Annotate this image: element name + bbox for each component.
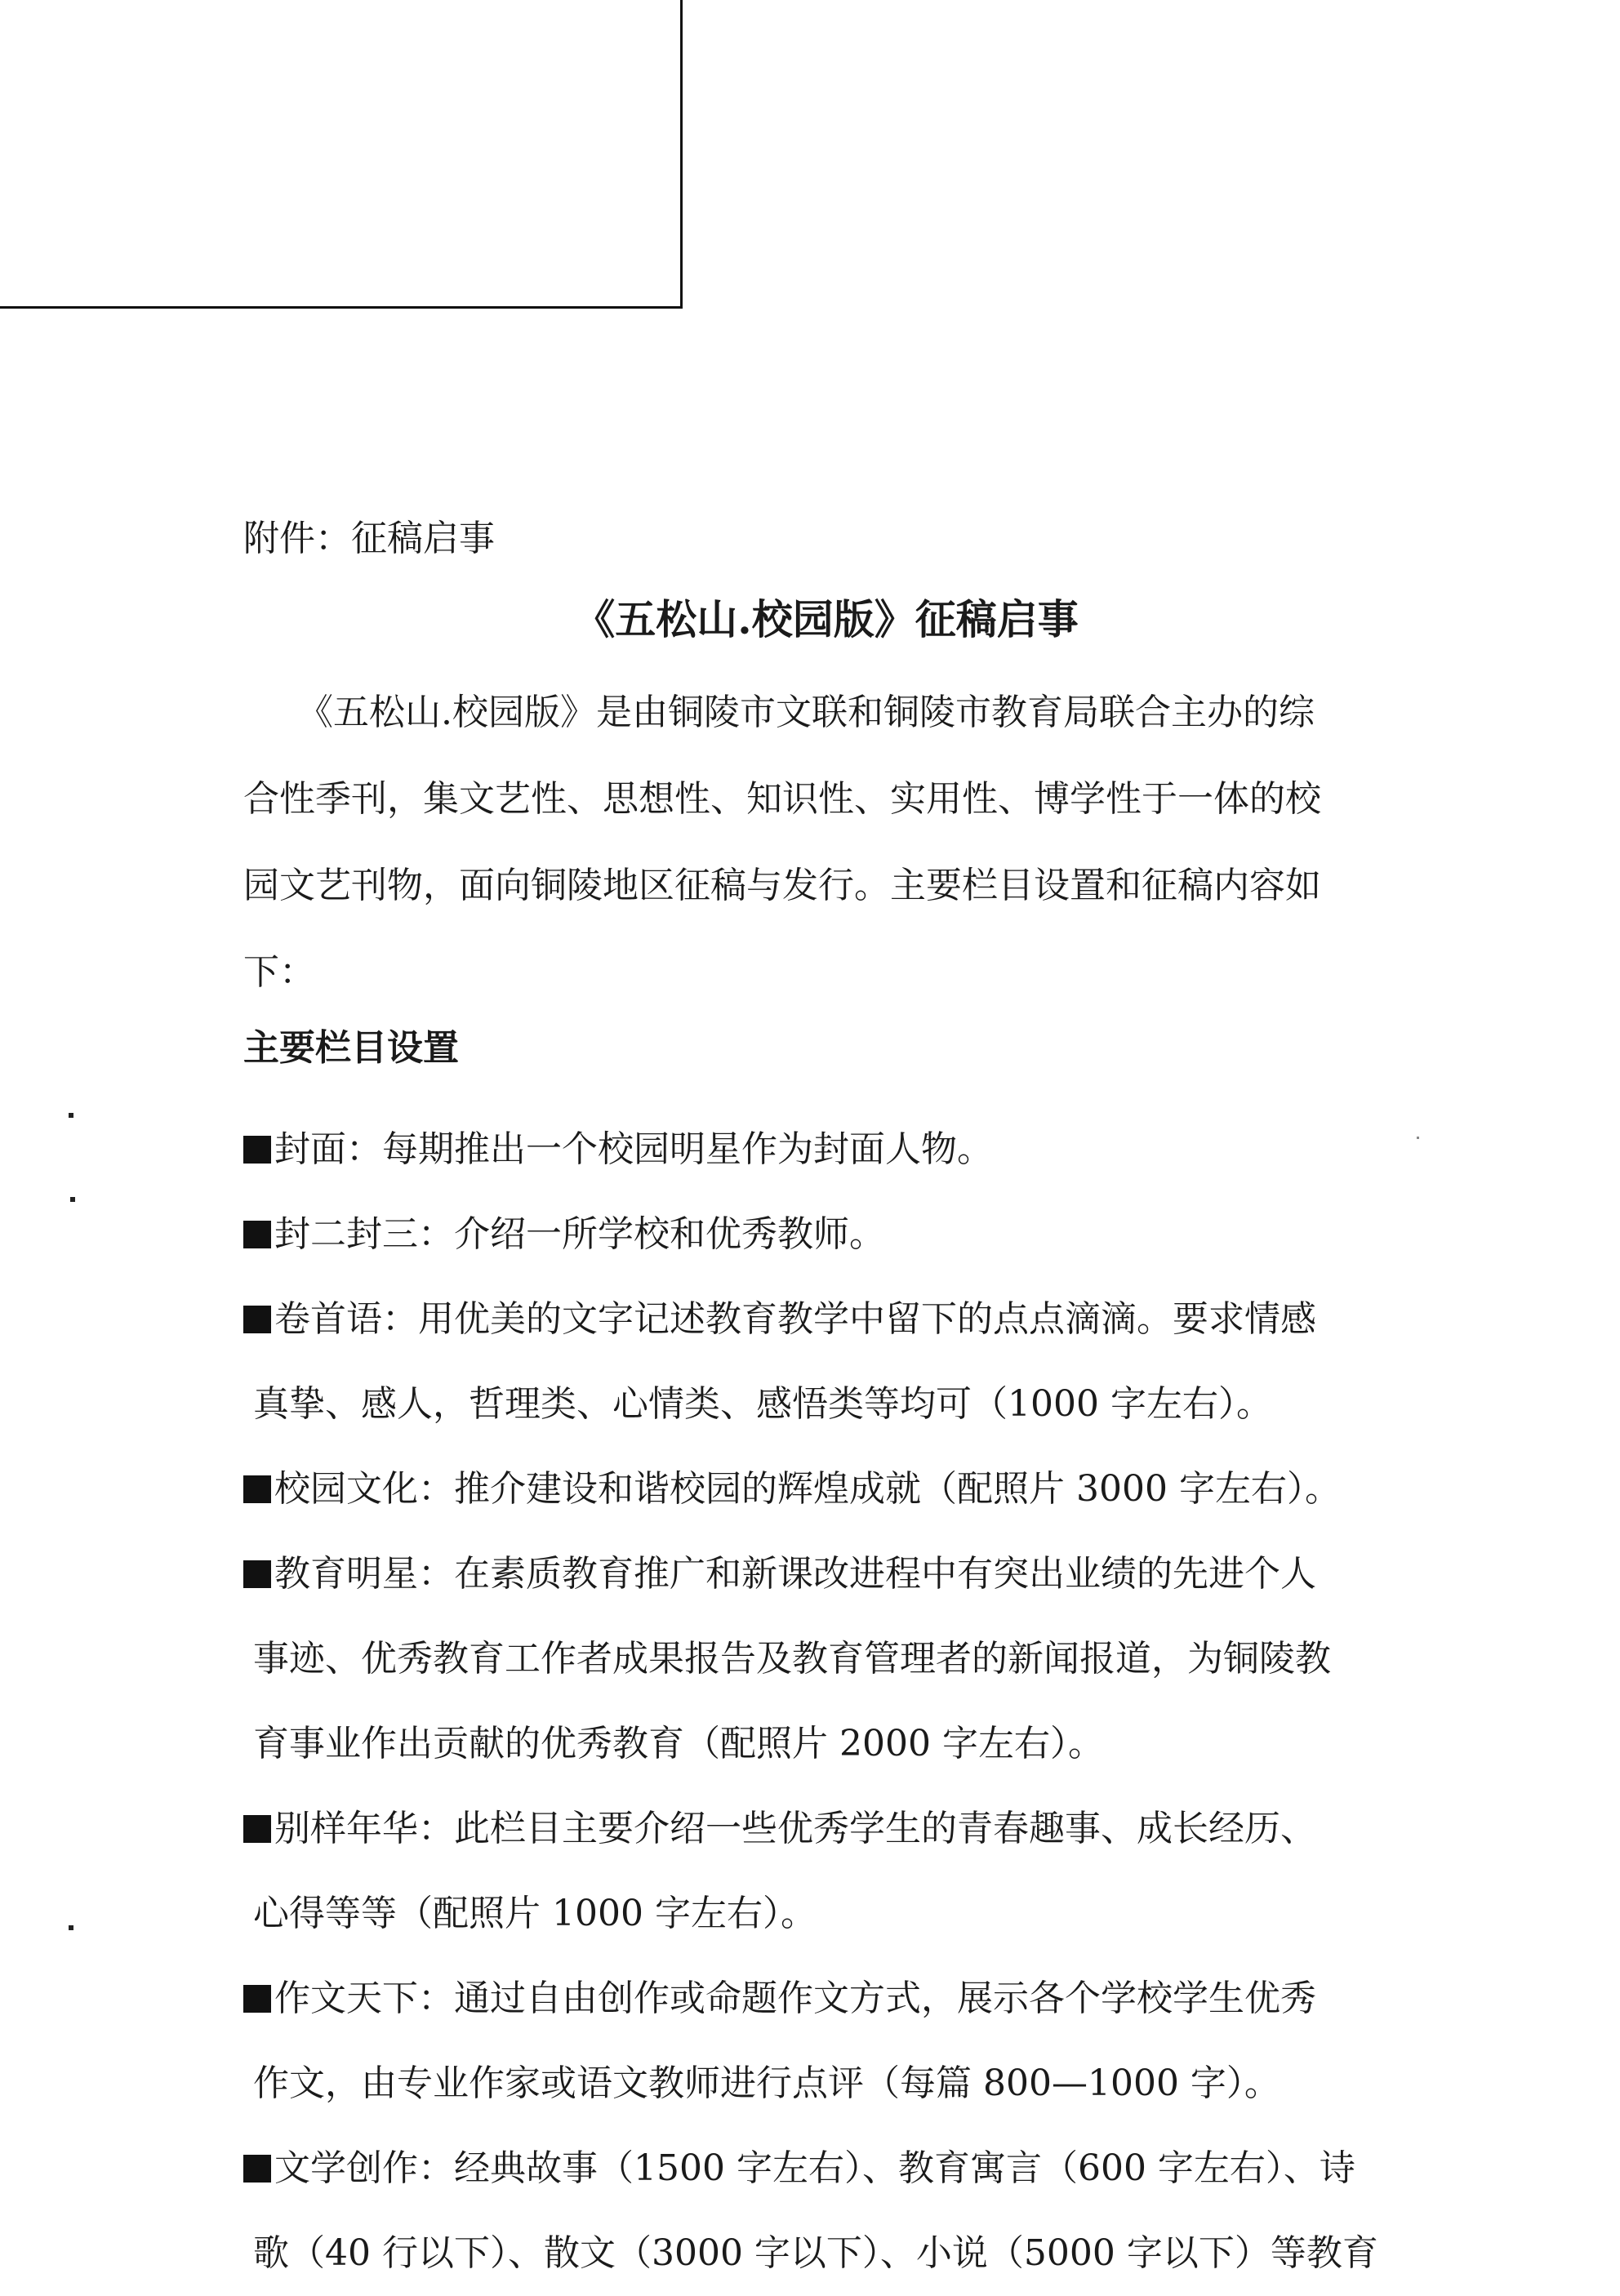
item-line: 作文天下：通过自由创作或命题作文方式，展示各个学校学生优秀 [274, 1978, 1316, 2019]
intro-line: 下： [243, 951, 315, 993]
scan-speck [69, 1113, 73, 1118]
list-item [243, 1277, 1403, 1362]
list-item [243, 1447, 1403, 1532]
item-line: 封二封三：介绍一所学校和优秀教师。 [274, 1213, 885, 1255]
document-title: 《五松山.校园版》征稿启事 [574, 595, 1079, 643]
item-continuation: 心得等等（配照片 1000 字左右）。 [253, 1893, 817, 1934]
section-heading: 主要栏目设置 [243, 1027, 459, 1069]
scan-border-artifact [0, 0, 683, 309]
item-continuation: 真挚、感人，哲理类、心情类、感悟类等均可（1000 字左右）。 [253, 1383, 1272, 1425]
scan-speck [69, 1925, 73, 1930]
intro-line: 园文艺刊物，面向铜陵地区征稿与发行。主要栏目设置和征稿内容如 [243, 865, 1321, 906]
item-line: 别样年华：此栏目主要介绍一些优秀学生的青春趣事、成长经历、 [274, 1808, 1316, 1849]
square-bullet-icon [243, 1136, 271, 1164]
item-line: 文学创作：经典故事（1500 字左右）、教育寓言（600 字左右）、诗 [274, 2147, 1355, 2189]
column-list [243, 1107, 1403, 2296]
list-item [243, 2126, 1403, 2211]
square-bullet-icon [243, 2155, 271, 2183]
square-bullet-icon [243, 1221, 271, 1248]
list-item [243, 1956, 1403, 2041]
intro-line: 《五松山.校园版》是由铜陵市文联和铜陵市教育局联合主办的综 [297, 692, 1315, 733]
scan-speck [1417, 1137, 1419, 1139]
square-bullet-icon [243, 1985, 271, 2013]
list-item [243, 1192, 1403, 1277]
item-continuation: 歌（40 行以下）、散文（3000 字以下）、小说（5000 字以下）等教育 [253, 2232, 1378, 2274]
square-bullet-icon [243, 1306, 271, 1333]
scan-speck [70, 1197, 75, 1202]
item-line: 校园文化：推介建设和谐校园的辉煌成就（配照片 3000 字左右）。 [274, 1468, 1341, 1510]
list-item [243, 1532, 1403, 1617]
square-bullet-icon [243, 1475, 271, 1503]
list-item [243, 1107, 1403, 1192]
item-continuation: 作文，由专业作家或语文教师进行点评（每篇 800—1000 字）。 [253, 2062, 1280, 2104]
list-item [243, 1787, 1403, 1871]
item-continuation: 事迹、优秀教育工作者成果报告及教育管理者的新闻报道，为铜陵教 [253, 1638, 1331, 1680]
intro-line: 合性季刊，集文艺性、思想性、知识性、实用性、博学性于一体的校 [243, 778, 1321, 820]
square-bullet-icon [243, 1815, 271, 1843]
attachment-label: 附件：征稿启事 [243, 518, 495, 559]
item-line: 教育明星：在素质教育推广和新课改进程中有突出业绩的先进个人 [274, 1553, 1316, 1595]
intro-paragraph [243, 670, 1393, 1016]
item-continuation: 育事业作出贡献的优秀教育（配照片 2000 字左右）。 [253, 1723, 1104, 1764]
item-line: 卷首语：用优美的文字记述教育教学中留下的点点滴滴。要求情感 [274, 1298, 1316, 1340]
item-line: 封面：每期推出一个校园明星作为封面人物。 [274, 1128, 993, 1170]
square-bullet-icon [243, 1560, 271, 1588]
